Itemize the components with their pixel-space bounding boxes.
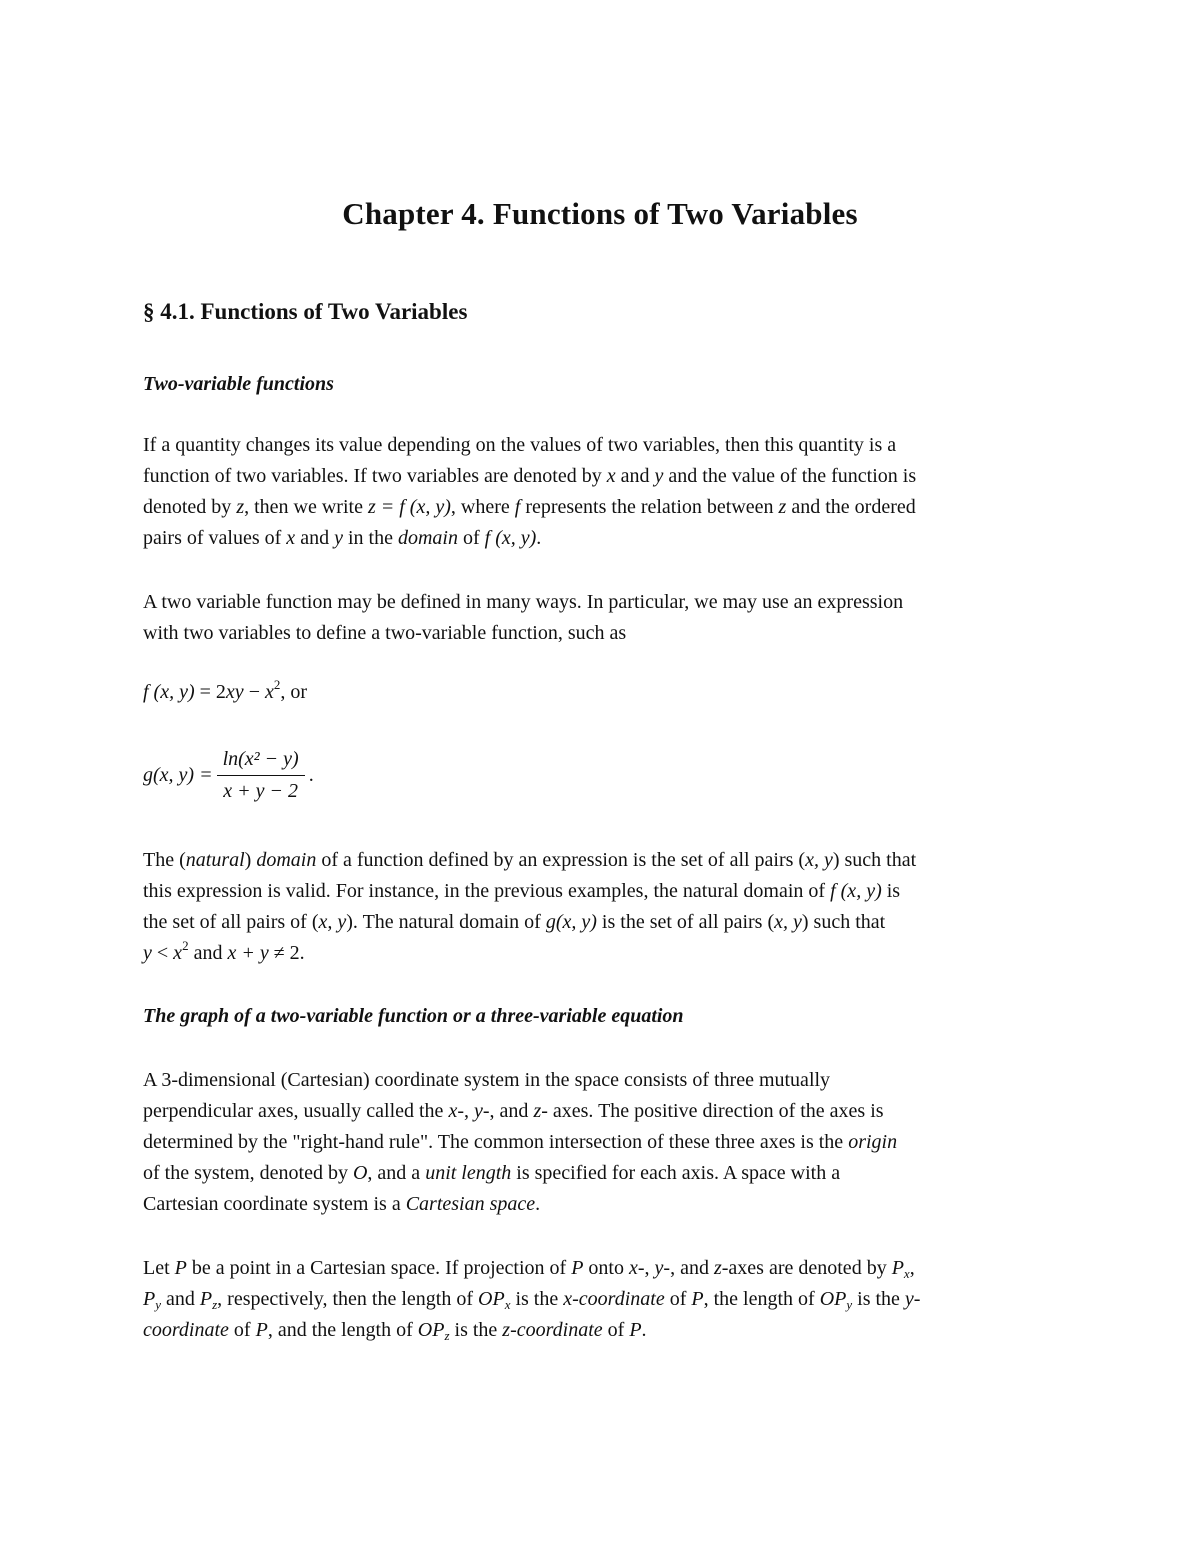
paragraph-definition — [143, 430, 1073, 554]
paragraph-line: $P_y$ and $P_z$, respectively, then the length of $OP_x$ is the x-coordinate of P, the length of $OP_y$ is the y- — [143, 1288, 921, 1312]
paragraph-line: with two variables to define a two-variable function, such as — [143, 622, 627, 644]
equation-g: g(x, y) = $\frac{\text{ln(x² − y)}}{x + y - 2}$ . — [143, 748, 314, 802]
equation-g-lhs: g(x, y) = — [143, 764, 213, 786]
subheading-graph: The graph of a two-variable function or a three-variable equation — [143, 1005, 684, 1027]
paragraph-line: $y < x^2$ and x + y ≠ 2. — [143, 938, 305, 964]
paragraph-line: Cartesian coordinate system is a Cartesian space. — [143, 1193, 541, 1215]
paragraph-point-coordinates — [143, 1253, 1073, 1346]
chapter-title: Chapter 4. Functions of Two Variables — [342, 196, 858, 231]
paragraph-line: this expression is valid. For instance, in the previous examples, the natural domain of f (x, y) is — [143, 880, 901, 902]
equation-f: f (x, $y) = 2xy - x^2$, or — [143, 677, 308, 703]
paragraph-line: function of two variables. If two variables are denoted by x and y and the value of the function is — [143, 465, 917, 487]
paragraph-line: A 3-dimensional (Cartesian) coordinate system in the space consists of three mutually — [143, 1069, 831, 1091]
paragraph-line: denoted by z, then we write z = f (x, y), where f represents the relation between z and the ordered — [143, 496, 916, 518]
fraction-numerator: ln(x² − y) — [217, 748, 305, 776]
subheading-two-variable-functions: Two-variable functions — [143, 373, 334, 395]
paragraph-line: determined by the "right-hand rule". The common intersection of these three axes is the origin — [143, 1131, 898, 1153]
paragraph-expression-intro — [143, 587, 1073, 649]
paragraph-coordinate-system — [143, 1065, 1073, 1220]
paragraph-line: If a quantity changes its value depending on the values of two variables, then this quantity is a — [143, 434, 897, 456]
paragraph-line: The (natural) domain of a function defined by an expression is the set of all pairs (x, y) such that — [143, 849, 917, 871]
paragraph-line: A two variable function may be defined in many ways. In particular, we may use an expression — [143, 591, 904, 613]
section-heading: § 4.1. Functions of Two Variables — [143, 299, 468, 324]
paragraph-line: Let P be a point in a Cartesian space. If projection of P onto x-, y-, and z-axes are denoted by $P_x$, — [143, 1257, 915, 1281]
fraction-denominator: x + y − 2 — [223, 780, 299, 802]
paragraph-natural-domain — [143, 845, 1073, 969]
paragraph-line: pairs of values of x and y in the domain of f (x, y). — [143, 527, 542, 549]
paragraph-line: coordinate of P, and the length of $OP_z$ is the z-coordinate of P. — [143, 1319, 647, 1343]
paragraph-line: of the system, denoted by O, and a unit length is specified for each axis. A space with a — [143, 1162, 841, 1184]
paragraph-line: perpendicular axes, usually called the x-, y-, and z- axes. The positive direction of the axes is — [143, 1100, 884, 1122]
paragraph-line: the set of all pairs of (x, y). The natural domain of g(x, y) is the set of all pairs (x, y) such that — [143, 911, 886, 933]
fraction — [217, 748, 305, 803]
